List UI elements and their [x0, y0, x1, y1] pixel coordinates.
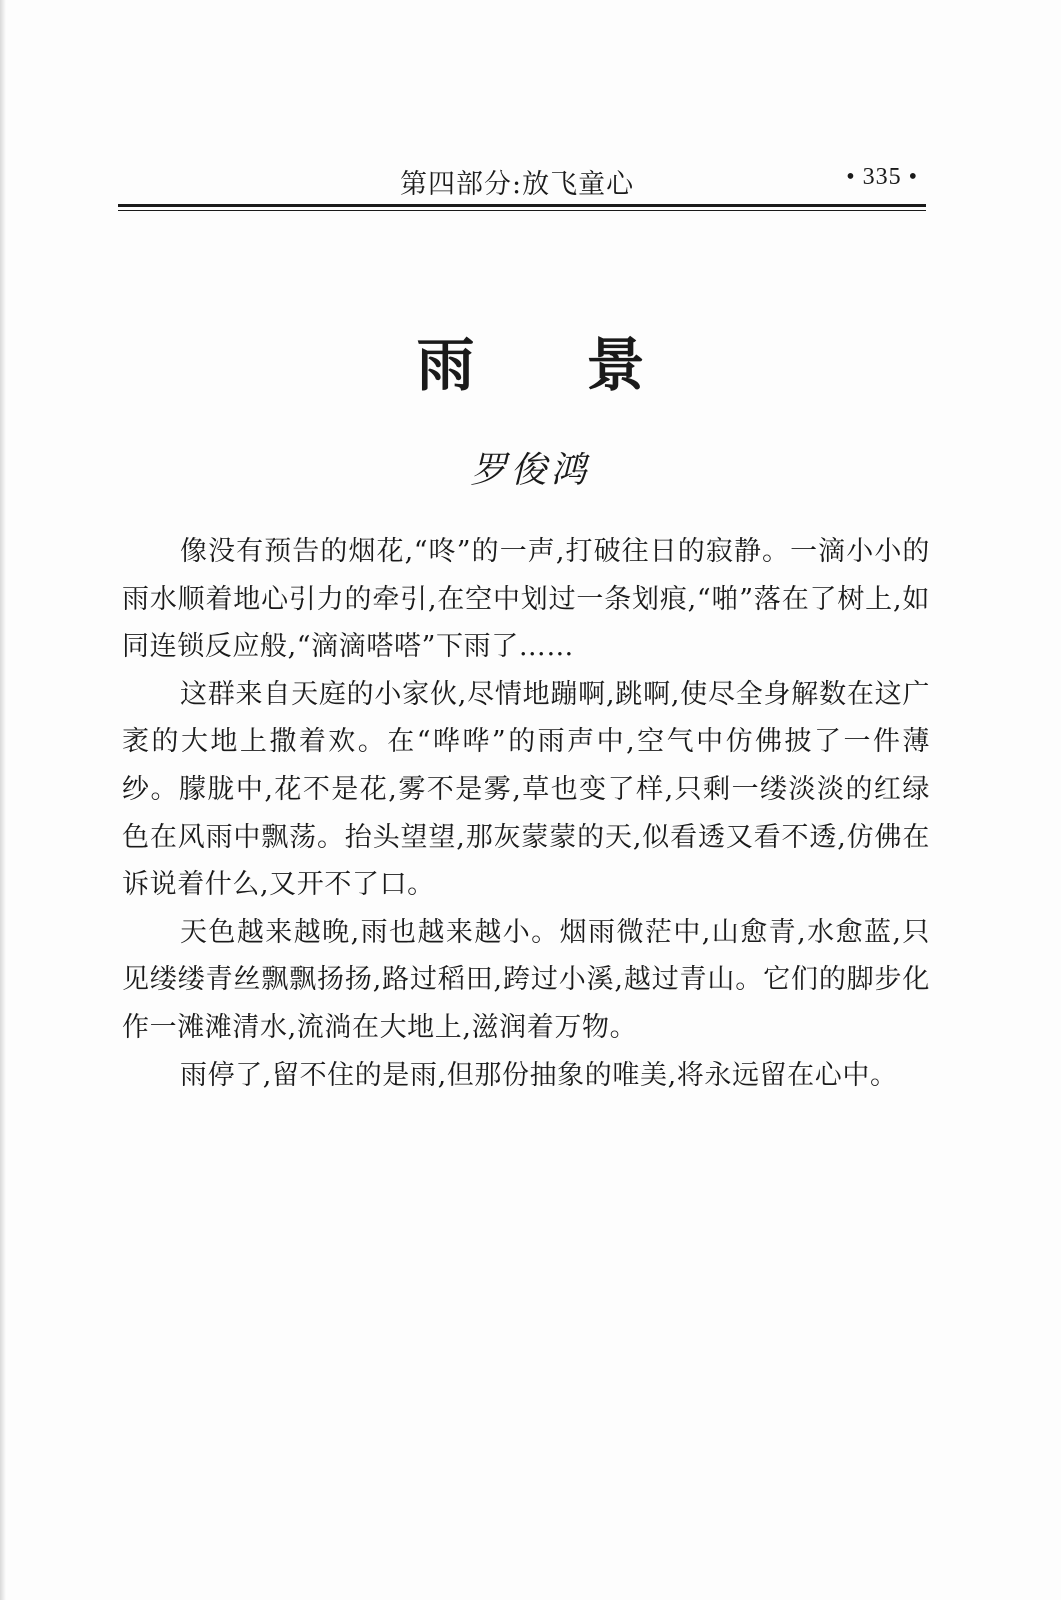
- paragraph: 天色越来越晚,雨也越来越小。烟雨微茫中,山愈青,水愈蓝,只见缕缕青丝飘飘扬扬,路过稻田,跨过小溪,越过青山。它们的脚步化作一滩滩清水,流淌在大地上,滋润着万物。: [122, 916, 930, 1043]
- paragraph: 这群来自天庭的小家伙,尽情地蹦啊,跳啊,使尽全身解数在这广袤的大地上撒着欢。在“哗哗”的雨声中,空气中仿佛披了一件薄纱。朦胧中,花不是花,雾不是雾,草也变了样,只剩一缕淡淡的红绿色在风雨中飘荡。抬头望望,那灰蒙蒙的天,似看透又看不透,仿佛在诉说着什么,又开不了口。: [122, 678, 930, 901]
- article-author: 罗俊鸿: [470, 450, 591, 491]
- paragraph: 雨停了,留不住的是雨,但那份抽象的唯美,将永远留在心中。: [180, 1059, 898, 1091]
- paragraph: 像没有预告的烟花,“咚”的一声,打破往日的寂静。一滴小小的雨水顺着地心引力的牵引,在空中划过一条划痕,“啪”落在了树上,如同连锁反应般,“滴滴嗒嗒”下雨了……: [122, 536, 930, 663]
- header-rule-thin: [118, 210, 926, 211]
- page-edge-shadow: [0, 0, 6, 1600]
- article-title: 雨景: [416, 331, 757, 399]
- running-header: [118, 162, 926, 202]
- page-number: • 335 •: [846, 164, 918, 190]
- header-rule-thick: [118, 204, 926, 207]
- article-body: [122, 528, 930, 1099]
- section-title: 第四部分:放飞童心: [400, 169, 635, 200]
